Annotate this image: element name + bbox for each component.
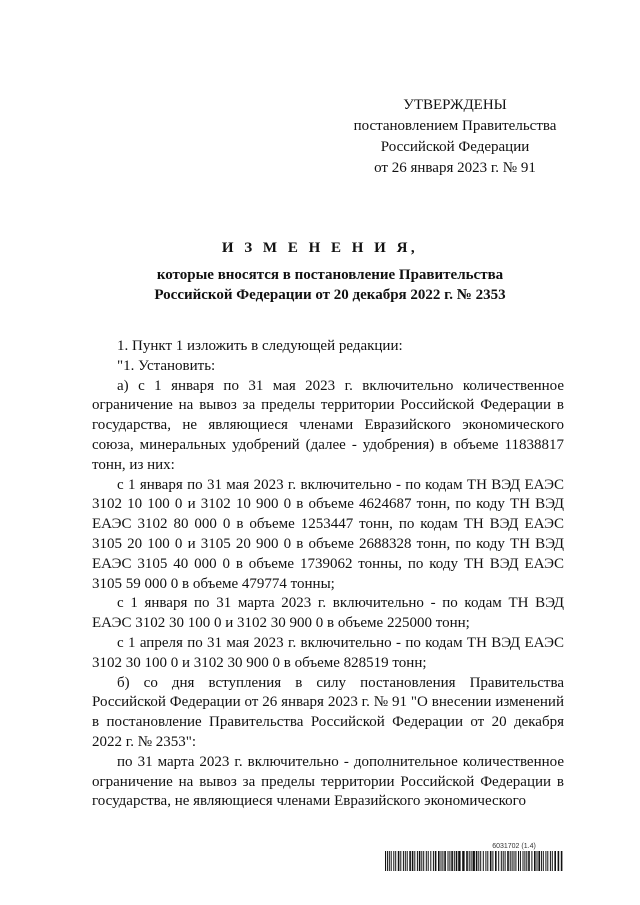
barcode-bar: [561, 851, 563, 871]
barcode-bar: [523, 851, 524, 871]
barcode-bar: [476, 851, 478, 871]
barcode-bar: [389, 851, 390, 871]
barcode-bar: [419, 851, 421, 871]
barcode-bar: [435, 851, 437, 871]
barcode-bar: [505, 851, 506, 871]
barcode-bar: [405, 851, 406, 871]
barcode-bar: [438, 851, 440, 871]
barcode-bar: [471, 851, 472, 871]
barcode-bar: [441, 851, 442, 871]
barcode-bar: [515, 851, 516, 871]
barcode-bar: [391, 851, 392, 871]
barcode-bar: [451, 851, 453, 871]
barcode-bar: [417, 851, 418, 871]
approval-heading: УТВЕРЖДЕНЫ: [403, 97, 507, 113]
barcode-bar: [448, 851, 449, 871]
approval-block: [330, 95, 580, 179]
barcode-bar: [387, 851, 388, 871]
barcode-bar: [492, 851, 493, 871]
barcode-bar: [393, 851, 394, 871]
barcode-bar: [520, 851, 521, 871]
barcode-bar: [495, 851, 497, 871]
barcode-bar: [398, 851, 400, 871]
barcode-bar: [538, 851, 540, 871]
document-subtitle: [100, 265, 560, 305]
barcode-bar: [498, 851, 499, 871]
barcode-bar: [407, 851, 408, 871]
barcode-bar: [554, 851, 556, 871]
barcode-bar: [458, 851, 460, 871]
barcode-bar: [414, 851, 415, 871]
body-paragraph: "1. Установить:: [117, 357, 216, 374]
barcode-bar: [409, 851, 411, 871]
body-paragraph: с 1 апреля по 31 мая 2023 г. включительно - по кодам ТН ВЭД ЕАЭС 3102 30 100 0 и 3102 30 900 0 в объеме 828519 тонн;: [92, 634, 564, 671]
barcode-bar: [454, 851, 455, 871]
document-body: [92, 337, 564, 812]
barcode-bar: [558, 851, 560, 871]
barcode-bar: [534, 851, 536, 871]
barcode-bar: [528, 851, 530, 871]
barcode-bar: [537, 851, 538, 871]
barcode-bar: [478, 851, 479, 871]
barcode-bar: [531, 851, 532, 871]
body-paragraph: а) с 1 января по 31 мая 2023 г. включительно количественное ограничение на вывоз за пределы территории Российской Федерации в государства, не являющиеся членами Евразийского экономического союза, минеральных удобрений (далее - удобрения) в объеме 11838817 тонн, из них:: [92, 377, 564, 473]
barcode-bar: [507, 851, 509, 871]
body-paragraph: с 1 января по 31 мая 2023 г. включительно - по кодам ТН ВЭД ЕАЭС 3102 10 100 0 и 3102 10 900 0 в объеме 4624687 тонн, по коду ТН ВЭД ЕАЭС 3102 80 000 0 в объеме 1253447 тонн, по кодам ТН ВЭД ЕАЭС 3105 20 100 0 и 3105 20 900 0 в объеме 2688328 тонн, по коду ТН ВЭД ЕАЭС 3105 40 000 0 в объеме 1739062 тонны, по коду ТН ВЭД ЕАЭС 3105 59 000 0 в объеме 479774 тонны;: [92, 476, 564, 592]
body-paragraph: с 1 января по 31 марта 2023 г. включительно - по кодам ТН ВЭД ЕАЭС 3102 30 100 0 и 3102 30 900 0 в объеме 225000 тонн;: [92, 595, 564, 632]
barcode-bar: [473, 851, 475, 871]
subtitle-line: Российской Федерации от 20 декабря 2022 г. № 2353: [154, 287, 506, 303]
barcode-bar: [485, 851, 486, 871]
barcode-bar: [501, 851, 502, 871]
barcode-bar: [403, 851, 404, 871]
barcode-bar: [550, 851, 551, 871]
barcode-bar: [547, 851, 548, 871]
barcode-bar: [426, 851, 427, 871]
barcode-bar: [385, 851, 386, 871]
barcode-bar: [487, 851, 488, 871]
body-paragraph: б) со дня вступления в силу постановления Правительства Российской Федерации от 26 января 2023 г. № 91 "О внесении изменений в постановление Правительства Российской Федерации от 20 декабря 2022 г. № 2353":: [92, 674, 564, 750]
subtitle-line: которые вносятся в постановление Правительства: [156, 267, 504, 283]
barcode-bar: [428, 851, 429, 871]
barcode-bar: [545, 851, 546, 871]
body-paragraph: 1. Пункт 1 изложить в следующей редакции:: [117, 338, 403, 354]
barcode-image: [385, 851, 565, 871]
barcode-bar: [421, 851, 422, 871]
barcode-code: 6031702 (1.4): [492, 843, 536, 850]
barcode-bar: [412, 851, 414, 871]
barcode-bar: [543, 851, 544, 871]
barcode-bar: [510, 851, 511, 871]
barcode-bar: [512, 851, 513, 871]
barcode-bar: [442, 851, 443, 871]
barcode-bar: [456, 851, 458, 871]
barcode-bar: [469, 851, 470, 871]
barcode-bar: [526, 851, 527, 871]
approval-line: Российской Федерации: [380, 139, 530, 155]
barcode-bar: [483, 851, 484, 871]
barcode-bar: [433, 851, 434, 871]
barcode-bar: [480, 851, 481, 871]
barcode-bar: [423, 851, 424, 871]
barcode-bar: [462, 851, 464, 871]
barcode-bar: [400, 851, 401, 871]
barcode-bar: [552, 851, 553, 871]
barcode-bar: [503, 851, 504, 871]
barcode-bar: [466, 851, 468, 871]
barcode-bar: [444, 851, 446, 871]
barcode-bar: [430, 851, 431, 871]
barcode-bar: [518, 851, 519, 871]
document-title: И З М Е Н Е Н И Я,: [221, 240, 419, 256]
barcode-bar: [541, 851, 542, 871]
barcode-bar: [449, 851, 450, 871]
approval-line: постановлением Правительства: [353, 118, 557, 134]
barcode-bar: [514, 851, 515, 871]
barcode-bar: [490, 851, 492, 871]
approval-date-number: от 26 января 2023 г. № 91: [374, 160, 536, 176]
barcode-bar: [524, 851, 525, 871]
body-paragraph: по 31 марта 2023 г. включительно - дополнительное количественное ограничение на вывоз за пределы территории Российской Федерации в государства, не являющиеся членами Евразийского экономического: [92, 753, 564, 810]
barcode-bar: [395, 851, 396, 871]
